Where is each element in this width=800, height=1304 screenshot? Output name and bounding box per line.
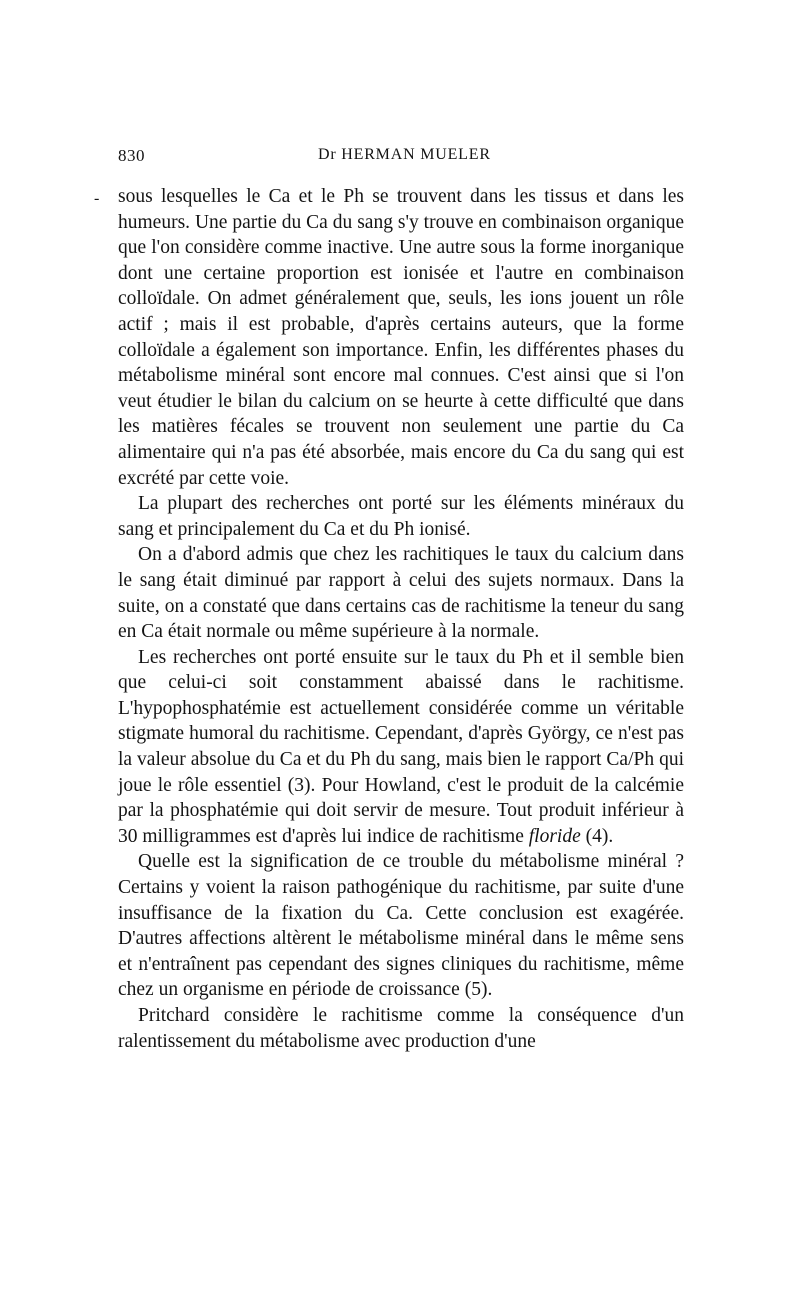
paragraph-6: Pritchard considère le rachitisme comme la conséquence d'un ralentissement du métabolisme avec production d'une [118,1005,684,1052]
paragraph-5: Quelle est la signification de ce trouble du métabolisme minéral ? Certains y voient la raison pathogénique du rachitisme, par suite d'une insuffisance de la fixation du Ca. Cette conclusion est exagérée. D'autres affections altèrent le métabolisme minéral dans le même sens et n'entraînent pas cependant des signes cliniques du rachitisme, même chez un organisme en période de croissance (5). [118,851,684,1001]
running-head: Dr HERMAN MUELER [318,146,491,163]
page-header [118,146,684,170]
paragraph-4 [118,645,684,850]
paragraph-3: On a d'abord admis que chez les rachitiques le taux du calcium dans le sang était diminué par rapport à celui des sujets normaux. Dans la suite, on a constaté que dans certains cas de rachitisme la teneur du sang en Ca était normale ou même supérieure à la normale. [118,544,684,643]
paragraph-1: sous lesquelles le Ca et le Ph se trouvent dans les tissus et dans les humeurs. Une partie du Ca du sang s'y trouve en combinaison organique que l'on considère comme inactive. Une autre sous la forme inorganique dont une certaine proportion est ionisée et l'autre en combinaison colloïdale. On admet généralement que, seuls, les ions jouent un rôle actif ; mais il est probable, d'après certains auteurs, que la forme colloïdale a également son importance. Enfin, les différentes phases du métabolisme minéral sont encore mal connues. C'est ainsi que si l'on veut étudier le bilan du calcium on se heurte à cette difficulté que dans les matières fécales se trouvent non seulement une partie du Ca alimentaire qui n'a pas été absorbée, mais encore du Ca du sang qui est excrété par cette voie. [118,186,684,489]
paragraph-4-italic: floride [528,825,581,847]
margin-mark: - [94,190,100,207]
paragraph-2: La plupart des recherches ont porté sur les éléments minéraux du sang et principalement du Ca et du Ph ionisé. [118,493,684,540]
paragraph-4-reference: (4). [580,825,614,847]
paragraph-4-text: Les recherches ont porté ensuite sur le taux du Ph et il semble bien que celui-ci soit constamment abaissé dans le rachitisme. L'hypophosphatémie est actuellement considérée comme un véritable stigmate humoral du rachitisme. Cependant, d'après György, ce n'est pas la valeur absolue du Ca et du Ph du sang, mais bien le rapport Ca/Ph qui joue le rôle essentiel (3). Pour Howland, c'est le produit de la calcémie par la phosphatémie qui doit servir de mesure. Tout produit inférieur à 30 milligrammes est d'après lui indice de rachitisme [118,646,684,847]
page-number: 830 [118,146,145,165]
body-text [118,184,684,1054]
